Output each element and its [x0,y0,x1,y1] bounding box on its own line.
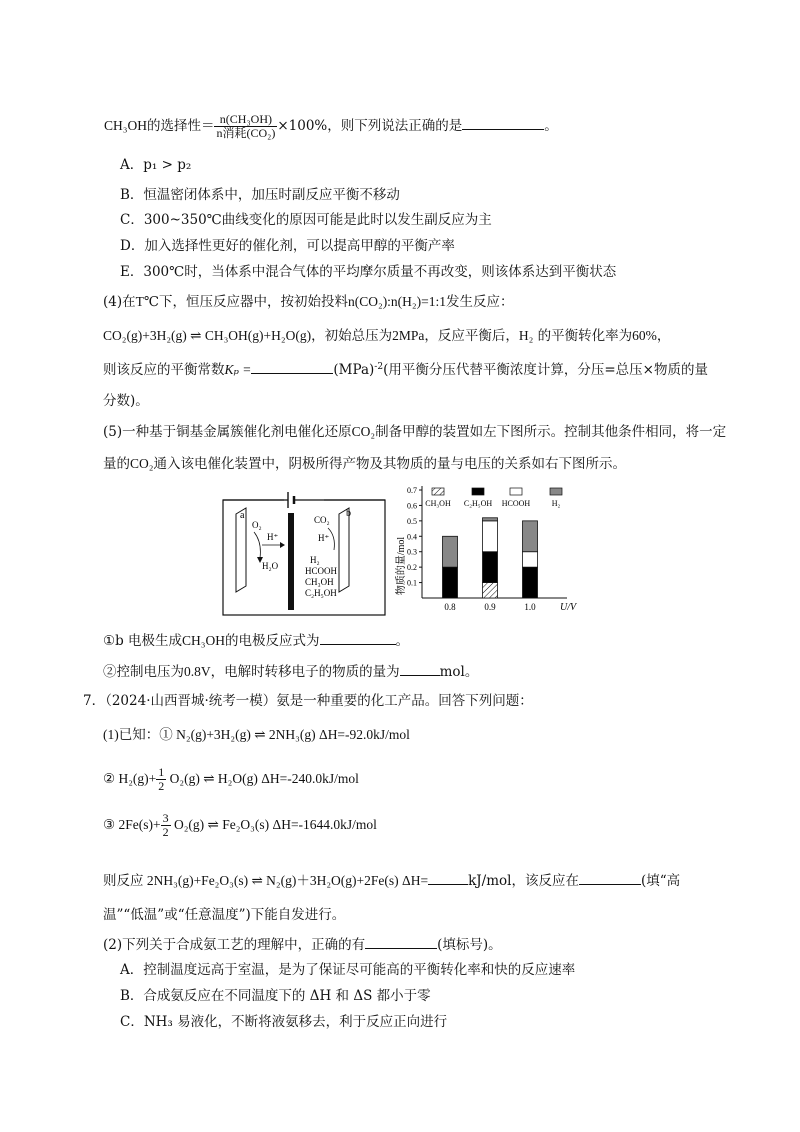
option-b: B．恒温密闭体系中，加压时副反应平衡不移动 [120,187,400,203]
selectivity-tail: ×100%，则下列说法正确的是 [277,118,463,135]
cell-outline [223,500,385,615]
option-a: A．p₁ > p₂ [120,157,192,173]
proton-label-left: H⁺ [267,532,279,542]
h2-label: H₂ [518,328,534,343]
product-amount-chart [392,480,592,620]
y-tick-label: 0.5 [407,516,417,526]
q7-option-b: B．合成氨反应在不同温度下的 ΔH 和 ΔS 都小于零 [120,988,431,1004]
equation-1: (1)已知：① N₂(g)+3H₂(g) ⇌ 2NH₃(g) ΔH=-92.0kJ/mol [103,727,410,742]
eq2-text: O₂(g) ⇌ H₂O(g) ΔH=-240.0kJ/mol [166,770,359,786]
selectivity-fraction [214,113,277,140]
electrode-b-label: b [346,508,351,519]
membrane [288,513,294,610]
eq3-text: ③ 2Fe(s)+ [103,816,161,832]
product-ch3oh: CH₃OH [305,577,334,587]
fraction-denominator: 2 [158,779,165,794]
q7-option-c: C．NH₃ 易液化，不断将液氨移去，利于反应正向进行 [120,1014,448,1030]
q7-text: kJ/mol，该反应在 [468,873,579,889]
x-axis-label: U/V [560,602,577,613]
q5-text: (5)一种基于铜基金属簇催化剂电催化还原 [103,424,352,440]
o2-arrow [254,532,260,558]
legend-swatch [432,488,444,495]
answer-blank[interactable] [462,115,544,130]
q5-text: 制备甲醇的装置如左下图所示。控制其他条件相同，将一定 [375,424,727,440]
legend-label: C₂H₅OH [463,499,493,508]
bar-segment [523,552,538,567]
q5-text: ①b 电极生成 [103,633,183,649]
electrode-b [339,508,349,592]
legend-label: H₂ [551,499,561,508]
h2o-label: H₂O [262,561,279,571]
legend-label: CH₃OH [425,499,451,508]
q5-text: ，电解时转移电子的物质的量为 [210,664,400,680]
x-tick-label: 0.9 [484,602,496,612]
product-h2: H₂ [310,555,320,565]
eq2-text: ② H₂(g)+ [103,770,157,786]
q5-line1 [103,420,726,440]
q7-heading: 7．（2024·山西晋城·统考一模）氨是一种重要的化工产品。回答下列问题： [83,693,533,709]
q5-text: 通入该电催化装置中，阴极所得产物及其物质的量与电压的关系如右下图所示。 [153,456,626,472]
bar-segment [443,567,458,598]
q5-text: 。 [395,633,410,649]
x-tick-label: 1.0 [524,602,536,612]
q4-text: 发生反应： [446,294,514,310]
q4-text: ， [656,328,671,344]
q4-text: ，初始总压为 [311,328,393,344]
co2-hydrogenation-equation: CO₂(g)+3H₂(g) ⇌ CH₃OH(g)+H₂O(g) [103,328,312,343]
bar-segment [483,521,498,552]
bar-segment [523,567,538,598]
product-c2h5oh: C₂H₅OH [305,588,337,598]
q4-text: 的平衡转化率为 [533,328,633,344]
three-halves-fraction [161,812,171,839]
y-tick-label: 0.1 [407,578,417,588]
temperature-symbol: T℃ [135,294,159,309]
q7-part2 [103,933,502,953]
delta-h-blank[interactable] [428,870,468,885]
q4-line4: 分数)。 [103,393,149,409]
q5-sub2 [103,660,478,680]
proton-label-right: H⁺ [318,533,330,543]
conversion-value: 60% [632,328,657,343]
q5-text: 的电极反应式为 [225,633,320,649]
q5-text: 量的 [103,456,130,472]
equation-3 [103,812,377,839]
spontaneity-blank[interactable] [579,870,641,885]
legend-label: HCOOH [501,499,531,508]
q7-text: (填“高 [640,873,681,889]
y-tick-label: 0.4 [407,532,417,542]
part2-answer-blank[interactable] [365,934,437,949]
electrolysis-cell-diagram [222,486,386,616]
fraction-denominator: n消耗(CO₂) [216,126,276,141]
initial-pressure: 2MPa [392,328,425,343]
fraction-numerator: n(CH₃OH) [214,113,277,127]
o2-label: O₂ [252,520,262,530]
q4-text: (用平衡分压代替平衡浓度计算，分压=总压×物质的量 [383,362,708,378]
x-tick-label: 0.8 [444,602,456,612]
kp-answer-blank[interactable] [251,359,333,374]
legend-swatch [550,488,562,495]
equation-2 [103,766,359,793]
fraction-numerator: 3 [162,811,169,825]
target-reaction: 则反应 2NH₃(g)+Fe₂O₃(s) ⇌ N₂(g)＋3H₂O(g)+2Fe(s) ΔH= [103,873,429,888]
q4-text: 则该反应的平衡常数 [103,362,225,378]
legend-swatch [510,488,522,495]
voltage-value: 0.8V [184,664,211,679]
electrode-a-label: a [240,510,245,521]
bar-segment [483,518,498,521]
feed-ratio: n(CO₂):n(H₂)=1:1 [347,294,446,309]
y-tick-label: 0.2 [407,563,417,573]
bar-segment [523,521,538,552]
q5-text: mol。 [439,664,479,680]
q4-line1 [103,290,514,310]
kp-symbol: Kₚ = [224,362,252,377]
y-tick-label: 0.6 [407,501,417,511]
q7-text: (填标号)。 [437,937,502,953]
electron-amount-blank[interactable] [400,661,440,676]
target-reaction-line2: 温”“低温”或“任意温度”)下能自发进行。 [103,907,346,923]
fraction-numerator: 1 [158,765,165,779]
ch3oh-label: CH₃OH [104,118,147,134]
y-tick-label: 0.3 [407,547,417,557]
bar-segment [483,583,498,598]
q7-option-a: A．控制温度远高于室温，是为了保证尽可能高的平衡转化率和快的反应速率 [120,962,576,978]
q4-text: (4)在 [103,294,136,310]
q4-text: 下，恒压反应器中，按初始投料 [158,294,348,310]
co2-label: CO₂ [351,424,376,439]
ch3oh-label: CH₃OH [182,633,226,648]
option-e: E．300℃时，当体系中混合气体的平均摩尔质量不再改变，则该体系达到平衡状态 [120,264,617,280]
y-tick-label: 0.7 [407,486,417,495]
q4-text: ，反应平衡后， [424,328,519,344]
q5-line2 [103,452,626,472]
product-hcooh: HCOOH [305,566,338,576]
eq3-text: O₂(g) ⇌ Fe₂O₃(s) ΔH=-1644.0kJ/mol [170,816,377,832]
co2-input-label: CO₂ [314,515,330,525]
option-d: D．加入选择性更好的催化剂，可以提高甲醇的平衡产率 [120,238,455,254]
electrode-reaction-blank[interactable] [320,630,396,645]
fraction-denominator: 2 [162,825,169,840]
target-reaction-line [103,869,680,889]
bar-segment [443,536,458,567]
co2-label: CO₂ [130,456,154,471]
legend-swatch [472,488,484,495]
option-c: C．300~350℃曲线变化的原因可能是此时以发生副反应为主 [120,212,492,228]
q5-sub1 [103,629,409,649]
kp-unit: (MPa) [333,362,375,378]
q5-text: ②控制电压为 [103,664,184,680]
selectivity-end: 。 [544,118,558,135]
q4-line3 [103,358,708,378]
selectivity-text: 的选择性＝ [146,118,215,135]
half-fraction [156,766,166,793]
selectivity-line [104,113,558,140]
y-axis-label: 物质的量/mol [396,536,407,596]
q7-text: (2)下列关于合成氨工艺的理解中，正确的有 [103,937,366,953]
q4-line2 [103,324,670,344]
kp-unit-exponent: -2 [374,362,384,372]
bar-segment [483,552,498,583]
